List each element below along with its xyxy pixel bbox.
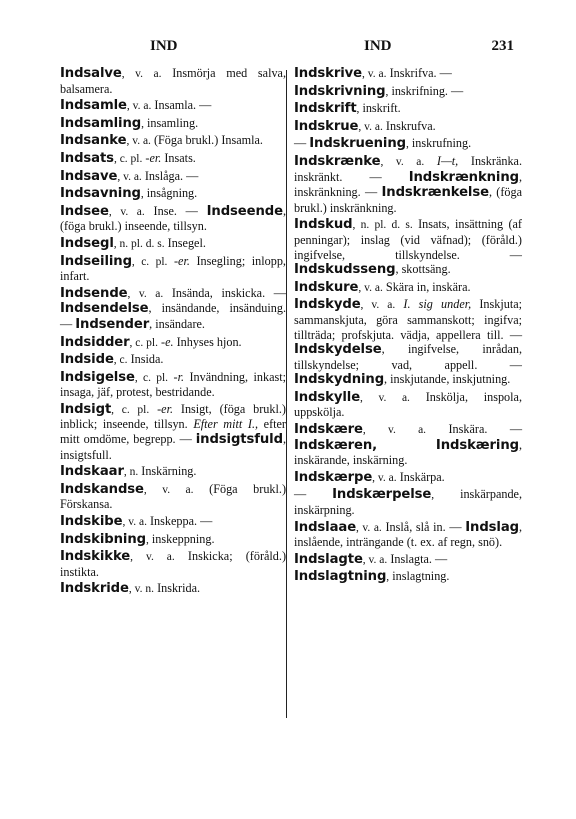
- dictionary-entry: [60, 370, 286, 400]
- definition: Inskölja, inspola, uppskölja.: [294, 389, 522, 420]
- headword: Indskyde: [294, 297, 361, 313]
- headword: Indsavning: [60, 186, 141, 202]
- sub-definition: , insändare.: [149, 316, 205, 331]
- headword: Indsats: [60, 150, 114, 166]
- definition: Insats, insättning (af penningar); inslag (vid väfnad); (föråld.) ingifvelse, tillskyndelse. —: [294, 217, 522, 262]
- headword: Indsamle: [60, 98, 127, 114]
- definition: Insamla. —: [154, 98, 212, 113]
- headword: Indsegl: [60, 235, 114, 251]
- grammar-note: ,: [386, 571, 390, 584]
- definition: Insmörja med salva, balsamera.: [60, 66, 287, 96]
- dictionary-entry: [294, 470, 522, 486]
- sub-headword: Indskrænkelse: [381, 185, 489, 201]
- grammar-note: , v. a.: [372, 471, 397, 484]
- definition: insamling.: [147, 115, 199, 130]
- dictionary-entry: [60, 335, 286, 351]
- grammar-note: ,: [431, 489, 435, 502]
- grammar-note: , v. a.: [362, 68, 387, 80]
- headword: Indskærpe: [294, 469, 373, 485]
- sub-definition: , insändande, insänduing. —: [60, 301, 286, 331]
- dictionary-entry: [294, 422, 522, 468]
- definition: Insida.: [130, 352, 164, 367]
- grammar-note: , v. a.: [127, 287, 164, 300]
- grammar-note: , v. a.: [121, 68, 162, 80]
- dictionary-entry: [294, 66, 522, 82]
- dictionary-entry: [60, 236, 286, 252]
- definition: (Föga brukl.) Förskansa.: [60, 481, 287, 512]
- headword: Indskrænke: [294, 153, 381, 169]
- definition: Inskärpa.: [399, 469, 445, 484]
- dictionary-entry: [294, 101, 522, 117]
- dictionary-entry: [294, 280, 522, 296]
- grammar-note: , v. a.: [117, 170, 142, 183]
- grammar-note: , v. a.: [130, 551, 175, 564]
- sub-headword: Indsendelse: [60, 301, 149, 317]
- definition: Skära in, inskära.: [385, 279, 471, 294]
- definition: inskrifning. —: [391, 83, 464, 98]
- sub-headword: indsigtsfuld: [195, 432, 283, 448]
- headword: Indslagtning: [294, 569, 387, 585]
- sub-headword: Indskudsseng: [294, 262, 396, 278]
- sub-headword: Indsender: [75, 316, 150, 332]
- grammar-note: , v. n.: [128, 583, 155, 596]
- grammar-note: , c. pl.: [134, 371, 169, 384]
- dictionary-entry: [60, 66, 286, 96]
- definition: Inskrida.: [157, 581, 201, 596]
- sub-headword: Indseende: [206, 203, 283, 219]
- right-guide-word: IND: [364, 38, 392, 54]
- definition: Inskära. —: [448, 422, 523, 437]
- grammar-note: ,: [140, 188, 144, 201]
- definition: Inskeppa. —: [150, 514, 213, 529]
- dictionary-entry: [60, 402, 286, 462]
- dictionary-entry: [294, 136, 522, 152]
- sub-definition: , inskränkning. —: [294, 169, 523, 200]
- headword: Indskrivning: [294, 83, 386, 99]
- definition-cont: vädja, appellera till. —: [400, 327, 523, 342]
- headword: Indsee: [60, 203, 109, 219]
- headword: Indsigelse: [60, 369, 135, 385]
- dictionary-entry: [294, 154, 522, 215]
- entry-dash: —: [294, 487, 307, 502]
- grammar-note: , v. a.: [358, 120, 383, 133]
- sub-definition: , (föga brukl.) inskränkning.: [294, 185, 523, 215]
- grammar-note: ,: [141, 117, 144, 130]
- grammar-note: , v. a.: [122, 516, 147, 529]
- dictionary-entry: [60, 151, 286, 167]
- definition: Inskrufva.: [385, 118, 436, 133]
- definition-cont: efter mitt omdöme, begrepp. —: [60, 417, 286, 447]
- running-header: [60, 38, 518, 60]
- dictionary-entry: [60, 549, 286, 579]
- headword: Indside: [60, 352, 114, 368]
- headword: Indsigt: [60, 401, 112, 417]
- grammar-note: , n. pl. d. s.: [352, 219, 413, 232]
- sub-definition: , inskjutande, inskjutning.: [384, 372, 511, 387]
- grammar-note: , v. a.: [126, 100, 152, 113]
- dictionary-entry: [294, 84, 522, 100]
- headword: Indskure: [294, 279, 359, 295]
- grammar-note: , v. a.: [108, 205, 145, 218]
- dictionary-entry: [60, 532, 286, 548]
- dictionary-entry: [60, 352, 286, 368]
- definition: Invändning, inkast; insaga, jäf, protest, bestridande.: [60, 369, 287, 400]
- headword: Indsamling: [60, 115, 142, 131]
- grammar-note: , v. a.: [126, 135, 151, 148]
- headword: Indskylle: [294, 389, 361, 405]
- entry-dash: —: [294, 136, 307, 151]
- definition: Inslå, slå in. —: [385, 519, 462, 534]
- headword: Indskrue: [294, 118, 359, 134]
- definition: Inslåga. —: [144, 168, 199, 183]
- dictionary-entry: [60, 254, 286, 284]
- definition-cont: inskränkt. —: [294, 169, 382, 184]
- dictionary-entry: [60, 116, 286, 132]
- dictionary-entry: [294, 569, 522, 585]
- grammar-note: , c.: [113, 354, 128, 367]
- definition: Insigt, (föga brukl.) inblick; inseende, tillsyn.: [60, 401, 286, 432]
- grammar-note: , v. a.: [360, 299, 396, 312]
- headword: Indsanke: [60, 133, 127, 149]
- headword: Indskære: [294, 422, 363, 438]
- dictionary-entry: [60, 286, 286, 333]
- inflection: -er.: [157, 401, 174, 416]
- dictionary-entry: [294, 487, 522, 517]
- definition: Inse. —: [153, 203, 198, 218]
- definition: insågning.: [146, 186, 198, 201]
- dictionary-entry: [60, 186, 286, 202]
- usage-example: Efter mitt I.,: [193, 417, 259, 432]
- definition: inskärpande, inskärpning.: [294, 487, 522, 518]
- headword: Indskride: [60, 581, 129, 597]
- inflection: -e.: [161, 334, 174, 349]
- column-divider: [286, 70, 287, 718]
- headword: Indskibe: [60, 514, 123, 530]
- definition: Insats.: [164, 150, 196, 165]
- dictionary-entry: [60, 464, 286, 480]
- grammar-note: , c. pl.: [113, 152, 143, 165]
- headword: Indskikke: [60, 549, 131, 565]
- definition: Insända, inskicka. —: [171, 285, 286, 300]
- grammar-note: , v. a.: [360, 391, 410, 404]
- definition: Inskjuta; sammanskjuta, göra sammanskott; ingifva; tillträda; profskjuta.: [294, 297, 522, 342]
- sub-headword: Indskydning: [294, 372, 385, 388]
- headword: Indseiling: [60, 253, 132, 269]
- inflection: I—t,: [436, 153, 459, 168]
- dictionary-entry: [60, 581, 286, 597]
- grammar-note: , c. pl.: [129, 336, 158, 349]
- grammar-note: , c. pl.: [131, 255, 168, 268]
- dictionary-entry: [294, 119, 522, 135]
- dictionary-entry: [60, 133, 286, 149]
- grammar-note: , v. a.: [362, 553, 388, 566]
- headword: Indskaar: [60, 464, 124, 480]
- inflection: -er.: [145, 150, 162, 165]
- grammar-note: ,: [356, 103, 360, 116]
- left-column: [60, 66, 286, 599]
- inflection: -er.: [173, 253, 190, 268]
- grammar-note: ,: [385, 85, 389, 98]
- headword: Indsave: [60, 168, 118, 184]
- dictionary-entry: [60, 482, 286, 512]
- headword: Indskud: [294, 217, 353, 233]
- sub-headword: Indskydelse: [294, 342, 382, 358]
- sub-definition: , inslående, inträngande (t. ex. af regn, snö).: [294, 519, 523, 550]
- inflection: I. sig under,: [403, 297, 472, 312]
- definition: Inskärning.: [141, 464, 197, 479]
- right-column: [294, 66, 522, 587]
- definition: Insegling; inlopp, infart.: [60, 253, 286, 284]
- grammar-note: , n. pl. d. s.: [113, 237, 165, 250]
- grammar-note: , v. a.: [380, 155, 425, 168]
- sub-headword: Indskrænkning: [408, 169, 519, 185]
- grammar-note: , n.: [123, 466, 139, 479]
- definition: (Föga brukl.) Insamla.: [153, 133, 263, 148]
- sub-headword: Indskæren, Indskæring: [294, 437, 519, 453]
- definition: inskrufning.: [411, 136, 472, 151]
- dictionary-entry: [60, 98, 286, 114]
- grammar-note: , v. a.: [362, 424, 427, 437]
- sub-definition: , insigtsfull.: [60, 432, 286, 462]
- dictionary-entry: [294, 217, 522, 277]
- headword: Indskandse: [60, 481, 144, 497]
- definition: Inskrifva. —: [389, 66, 452, 80]
- dictionary-entry: [294, 552, 522, 568]
- definition: inskeppning.: [151, 531, 215, 546]
- headword: Indskrift: [294, 101, 357, 117]
- left-guide-word: IND: [150, 38, 178, 54]
- definition: Inskicka; (föråld.) instikta.: [60, 549, 286, 579]
- grammar-note: , c. pl.: [111, 403, 150, 416]
- dictionary-entry: [60, 169, 286, 185]
- definition: inskrift.: [362, 101, 401, 116]
- headword: Indskærpelse: [332, 487, 432, 503]
- definition: Inhyses hjon.: [176, 334, 242, 349]
- sub-definition: , inskärande, inskärning.: [294, 437, 522, 468]
- sub-definition: , skottsäng.: [395, 262, 451, 277]
- definition: Insegel.: [167, 235, 206, 250]
- grammar-note: ,: [405, 138, 409, 151]
- grammar-note: , v. a.: [358, 281, 383, 294]
- headword: Indslagte: [294, 551, 363, 567]
- page-number: 231: [491, 38, 514, 54]
- headword: Indsende: [60, 285, 128, 301]
- headword: Indskruening: [309, 136, 406, 152]
- headword: Indsalve: [60, 66, 122, 81]
- definition: Inskränka.: [470, 153, 523, 168]
- sub-definition: , (föga brukl.) inseende, tillsyn.: [60, 203, 287, 234]
- sub-definition: , ingifvelse, inrådan, tillskyndelse; vad, appell. —: [294, 342, 522, 372]
- sub-headword: Indslag: [465, 519, 519, 535]
- grammar-note: ,: [145, 533, 149, 546]
- dictionary-entry: [294, 390, 522, 420]
- inflection: -r.: [173, 369, 185, 384]
- definition: inslagtning.: [392, 569, 450, 584]
- dictionary-entry: [60, 204, 286, 234]
- headword: Indsidder: [60, 334, 130, 350]
- headword: Indskibning: [60, 531, 146, 547]
- grammar-note: , v. a.: [356, 521, 382, 534]
- dictionary-entry: [60, 514, 286, 530]
- dictionary-entry: [294, 297, 522, 388]
- headword: Indskrive: [294, 66, 363, 81]
- grammar-note: , v. a.: [143, 483, 194, 496]
- definition: Inslagta. —: [390, 551, 448, 566]
- dictionary-entry: [294, 520, 522, 550]
- headword: Indslaae: [294, 519, 357, 535]
